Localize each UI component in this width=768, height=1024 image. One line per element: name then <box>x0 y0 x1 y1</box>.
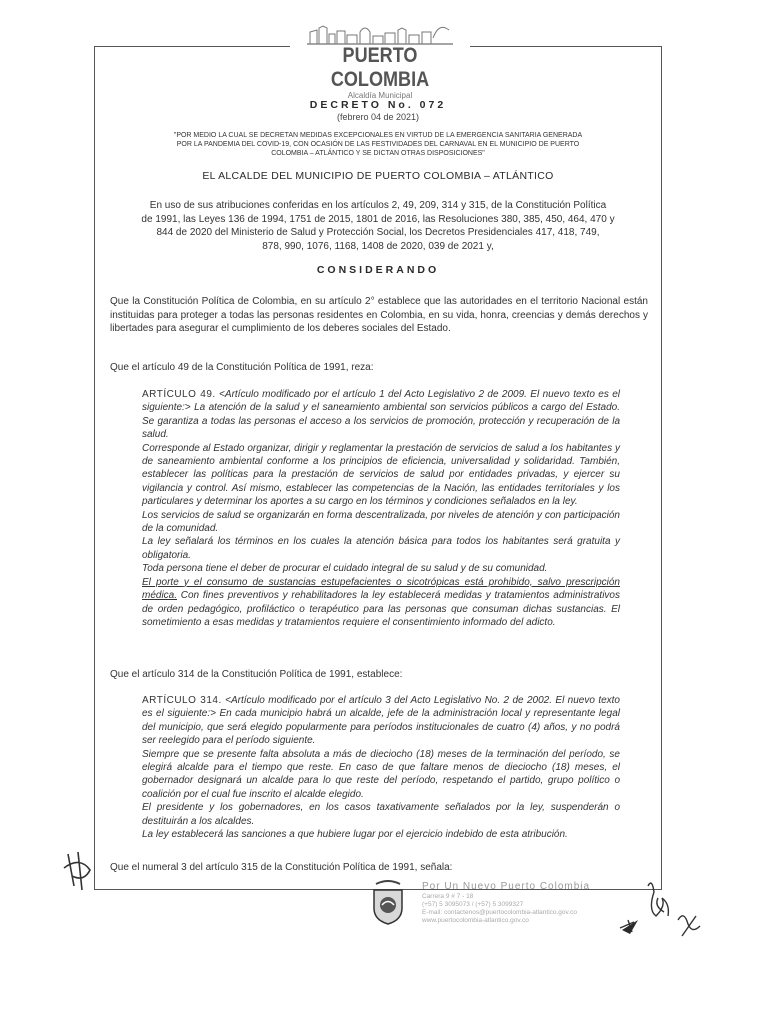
powers-line: 878, 990, 1076, 1168, 1408 de 2020, 039 de 2021 y, <box>262 240 494 252</box>
article-49-paragraph: Con fines preventivos y rehabilitadores la ley establecerá medidas y tratamientos administrativos de orden pedagógico, profiláctico o terapéutico para las personas que consuman dichas sustancias. El sometimiento a esas medidas y tratamientos requiere el consentimiento informado del adicto. <box>142 590 620 628</box>
article-49-underlined: El porte y el consumo de sustancias estupefacientes o sicotrópicas está prohibido, salvo prescripción médica. <box>142 576 620 602</box>
article-314-paragraph: Siempre que se presente falta absoluta a más de dieciocho (18) meses de la terminación del período, se elegirá alcalde para el tiempo que reste. En caso de que faltare menos de dieciocho (18) meses, el gobernador designará un alcalde para lo que reste del período, respetando el partido, grupo político o coalición por el cual fue inscrito el alcalde elegido. <box>142 748 620 800</box>
decree-date: (febrero 04 de 2021) <box>336 112 420 122</box>
summary-line: "POR MEDIO LA CUAL SE DECRETAN MEDIDAS EXCEPCIONALES EN VIRTUD DE LA EMERGENCIA SANITARIA GENERADA <box>173 132 583 139</box>
article-314-label: ARTÍCULO 314. <box>142 695 222 706</box>
article-49-paragraph: Los servicios de salud se organizarán en forma descentralizada, por niveles de atención y con participación de la comunidad. <box>142 509 620 535</box>
footer-text <box>422 881 590 925</box>
paragraph-article-314-intro: Que el artículo 314 de la Constitución Política de 1991, establece: <box>110 669 403 680</box>
footer-web: www.puertocolombia-atlantico.gov.co <box>422 917 529 924</box>
paragraph-article-315-intro: Que el numeral 3 del artículo 315 de la Constitución Política de 1991, señala: <box>110 862 453 873</box>
powers-text <box>100 199 656 253</box>
paragraph-article-2: Que la Constitución Política de Colombia, en su artículo 2° establece que las autoridades en el territorio Nacional están instituidas para proteger a todas las personas residentes en Colombia, en su vida, honra, creencias y demás derechos y libertades para asegurar el cumplimiento de los deberes sociales del Estado. <box>110 296 648 334</box>
footer-address: Carrera 9 # 7 - 18 <box>422 893 474 900</box>
powers-line: de 1991, las Leyes 136 de 1994, 1751 de 2015, 1801 de 2016, las Resoluciones 380, 385, 450, 464, 470 y <box>141 213 615 225</box>
summary-line: COLOMBIA – ATLÁNTICO Y SE DICTAN OTRAS DISPOSICIONES" <box>271 150 485 157</box>
brand-name: PUERTO COLOMBIA <box>330 44 430 91</box>
decree-summary <box>100 131 656 158</box>
municipal-logo <box>290 20 470 100</box>
article-314-paragraph: La ley establecerá las sanciones a que hubiere lugar por el ejercicio indebido de esta atribución. <box>142 829 568 841</box>
quote-article-314 <box>142 694 620 841</box>
article-49-label: ARTÍCULO 49. <box>142 389 216 400</box>
footer-phones: (+57) 5 3095073 / (+57) 5 3099327 <box>422 901 524 908</box>
considering-heading: CONSIDERANDO <box>316 264 440 276</box>
paragraph-article-49-intro: Que el artículo 49 de la Constitución Política de 1991, reza: <box>110 362 374 373</box>
article-49-paragraph: Corresponde al Estado organizar, dirigir y reglamentar la prestación de servicios de salud a los habitantes y de saneamiento ambiental conforme a los principios de eficiencia, universalidad y solidaridad. También, establecer las políticas para la prestación de servicios de salud por entidades privadas, y ejercer su vigilancia y control. Así mismo, establecer las competencias de la Nación, las entidades territoriales y los particulares y determinar los aportes a su cargo en los términos y condiciones señalados en la ley. <box>142 442 620 508</box>
article-49-intro: <Artículo modificado por el artículo 1 del Acto Legislativo 2 de 2009. El nuevo texto es el siguiente:> La atención de la salud y el saneamiento ambiental son servicios públicos a cargo del Estado. Se garantiza a todas las personas el acceso a los servicios de promoción, protección y recuperación de la salud. <box>142 389 621 441</box>
footer-email: E-mail: contactenos@puertocolombia-atlantico.gov.co <box>422 909 577 916</box>
handwritten-signature-right <box>618 876 702 942</box>
footer-motto: Por Un Nuevo Puerto Colombia <box>422 881 591 892</box>
summary-line: POR LA PANDEMIA DEL COVID-19, CON OCASIÓN DE LAS FESTIVIDADES DEL CARNAVAL EN EL MUNICIPIO DE PUERTO <box>176 141 580 148</box>
brand-subtitle: Alcaldía Municipal <box>347 91 413 100</box>
article-49-paragraph: Toda persona tiene el deber de procurar el cuidado integral de su salud y de su comunidad. <box>142 563 548 575</box>
powers-line: 844 de 2020 del Ministerio de Salud y Protección Social, los Decretos Presidenciales 417, 418, 749, <box>156 227 600 238</box>
authority-heading: EL ALCALDE DEL MUNICIPIO DE PUERTO COLOMBIA – ATLÁNTICO <box>202 170 554 182</box>
article-49-paragraph: La ley señalará los términos en los cuales la atención básica para todos los habitantes será gratuita y obligatoria. <box>142 536 620 561</box>
skyline-icon <box>305 20 455 46</box>
quote-article-49 <box>142 388 620 629</box>
article-314-paragraph: El presidente y los gobernadores, en los casos taxativamente señalados por la ley, suspenderán o destituirán a los alcaldes. <box>142 802 620 827</box>
article-314-intro: <Artículo modificado por el artículo 3 del Acto Legislativo No. 2 de 2002. El nuevo texto es el siguiente:> En cada municipio habrá un alcalde, jefe de la administración local y representante legal del municipio, que será elegido popularmente para períodos institucionales de cuatro (4) años, y no podrá ser reelegido para el período siguiente. <box>142 695 620 747</box>
decree-title: DECRETO No. 072 <box>309 99 447 111</box>
handwritten-initials-left <box>60 846 100 892</box>
footer-contact <box>368 876 636 936</box>
powers-line: En uso de sus atribuciones conferidas en los artículos 2, 49, 209, 314 y 315, de la Constitución Política <box>149 200 607 211</box>
municipal-seal-icon <box>368 880 408 926</box>
